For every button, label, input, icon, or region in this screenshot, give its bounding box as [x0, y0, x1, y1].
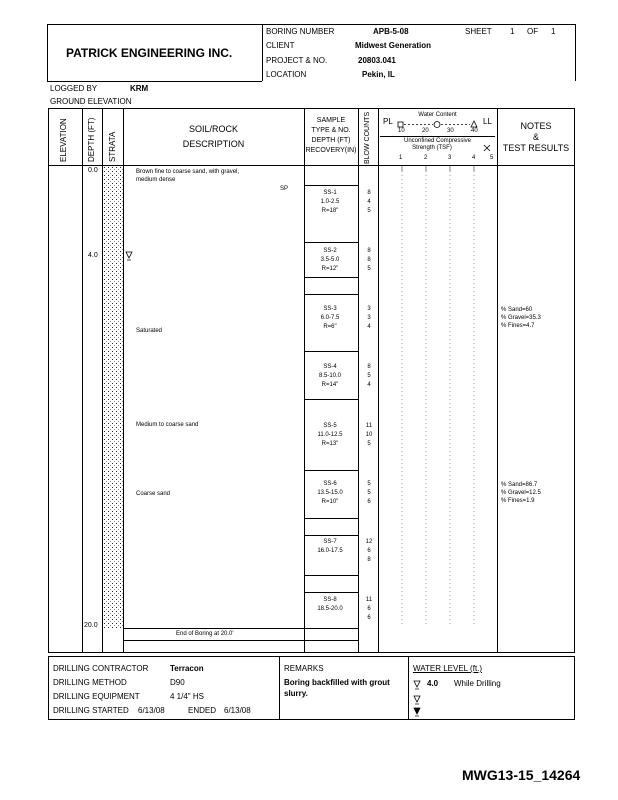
blows-ss7: 12 6 8 [365, 539, 373, 563]
drilling-contractor-value: Terracon [170, 664, 204, 673]
ground-elevation-label: GROUND ELEVATION [50, 97, 132, 106]
description-1: Brown fine to coarse sand, with gravel, [136, 169, 240, 175]
project-label: PROJECT & NO. [266, 56, 328, 65]
water-content-label: Water Content [418, 112, 457, 118]
sample-ss3: SS-3 6.0-7.5 R=6" [320, 306, 340, 330]
depth-top: 0.0 [88, 167, 98, 174]
wc-tick-30: 30 [447, 128, 454, 134]
drilling-equipment-label: DRILLING EQUIPMENT [53, 692, 140, 701]
notes-header-3: TEST RESULTS [502, 143, 570, 153]
strata-pattern [103, 166, 123, 628]
notes-header-2: & [532, 132, 539, 142]
description-end: End of Boring at 20.0' [176, 631, 234, 637]
company-name: PATRICK ENGINEERING INC. [66, 46, 233, 60]
client-label: CLIENT [266, 41, 295, 50]
uc-tick-4: 4 [472, 155, 476, 161]
water-level-icon [125, 251, 133, 261]
x-symbol-icon [483, 144, 491, 152]
location-label: LOCATION [266, 70, 307, 79]
sample-ss7: SS-7 16.0-17.5 [317, 539, 343, 554]
col-elevation: ELEVATION [59, 118, 68, 162]
water-level-depth: 4.0 [427, 679, 439, 688]
wc-tick-20: 20 [422, 128, 429, 134]
description-coarse: Coarse sand [136, 491, 171, 497]
water-level-note: While Drilling [454, 679, 501, 688]
logged-by-value: KRM [130, 84, 149, 93]
drilling-equipment-value: 4 1/4" HS [170, 692, 204, 701]
blows-ss5: 11 10 5 [365, 423, 373, 447]
col-soil-title: SOIL/ROCK [188, 124, 238, 134]
blows-ss1: 8 4 5 [367, 190, 371, 214]
sheet-label: SHEET [465, 27, 492, 36]
col-sample-1: SAMPLE [316, 117, 346, 124]
col-sample-4: RECOVERY(IN) [305, 147, 357, 154]
boring-number-label: BORING NUMBER [266, 27, 335, 36]
blows-ss4: 8 5 4 [367, 364, 371, 388]
boring-number: APB-5-08 [373, 27, 409, 36]
drilling-started-label: DRILLING STARTED [53, 706, 129, 715]
drilling-method-value: D90 [170, 678, 185, 687]
drilling-started-value: 6/13/08 [138, 706, 165, 715]
drilling-contractor-label: DRILLING CONTRACTOR [53, 664, 149, 673]
graph-grid [378, 165, 497, 653]
unconfined-label-2: Strength (TSF) [412, 145, 452, 151]
sample-ss6: SS-6 13.5-15.0 R=10" [317, 481, 343, 505]
uc-tick-3: 3 [448, 155, 452, 161]
ll-label: LL [483, 117, 492, 126]
pl-label: PL [383, 117, 393, 126]
drilling-method-label: DRILLING METHOD [53, 678, 127, 687]
water-level-label: WATER LEVEL (ft.) [413, 664, 483, 673]
depth-bottom: 20.0 [84, 622, 98, 629]
document-id: MWG13-15_14264 [462, 767, 581, 783]
blows-ss8: 11 6 6 [365, 597, 373, 621]
sheet-number: 1 [510, 27, 515, 36]
ended-value: 6/13/08 [224, 706, 251, 715]
location-value: Pekin, IL [362, 70, 395, 79]
remarks-line-1: Boring backfilled with grout [284, 678, 390, 687]
ended-label: ENDED [188, 706, 217, 715]
notes-ss3: % Sand=60 % Gravel=35.3 % Fines=4.7 [501, 307, 541, 329]
depth-water: 4.0 [88, 252, 98, 259]
soil-class-sp: SP [280, 186, 289, 192]
project-number: 20803.041 [358, 56, 396, 65]
uc-tick-5: 5 [490, 155, 494, 161]
sample-ss5: SS-5 11.0-12.5 R=13" [317, 423, 343, 447]
pl-ll-symbols [378, 114, 497, 136]
description-1b: medium dense [136, 177, 176, 183]
water-after-drilling-icon [413, 695, 421, 705]
col-depth: DEPTH (FT) [87, 117, 96, 162]
description-medium-coarse: Medium to coarse sand [136, 422, 199, 428]
sample-ss4: SS-4 8.5-10.0 R=14" [318, 364, 342, 388]
col-soil-description: DESCRIPTION [182, 139, 245, 149]
remarks-line-2: slurry. [284, 689, 308, 698]
of-label: OF [527, 27, 539, 36]
logged-by-label: LOGGED BY [50, 84, 98, 93]
wc-tick-10: 10 [398, 128, 405, 134]
blows-ss2: 8 8 5 [367, 248, 371, 272]
client-value: Midwest Generation [355, 41, 432, 50]
notes-header-1: NOTES [520, 121, 552, 131]
description-saturated: Saturated [136, 328, 163, 334]
sample-ss1: SS-1 1.0-2.5 R=18" [320, 190, 340, 214]
wc-tick-40: 40 [471, 128, 478, 134]
blows-ss3: 3 3 4 [367, 306, 371, 330]
remarks-label: REMARKS [284, 664, 324, 673]
uc-tick-2: 2 [424, 155, 428, 161]
col-sample-2: TYPE & NO. [311, 127, 351, 134]
blows-ss6: 5 5 6 [367, 481, 371, 505]
uc-tick-1: 1 [399, 155, 403, 161]
col-sample-3: DEPTH (FT) [311, 137, 351, 144]
unconfined-label-1: Unconfined Compressive [403, 138, 472, 144]
water-while-drilling-icon [413, 680, 421, 690]
header-frame [47, 24, 575, 25]
sample-ss2: SS-2 3.5-5.0 R=12" [320, 248, 340, 272]
notes-ss6: % Sand=86.7 % Gravel=12.5 % Fines=1.9 [501, 482, 541, 504]
col-strata: STRATA [108, 131, 117, 162]
water-stabilized-icon [413, 707, 421, 717]
sheet-total: 1 [551, 27, 556, 36]
sample-ss8: SS-8 18.5-20.0 [317, 597, 343, 612]
col-blow-counts: BLOW COUNTS [364, 111, 371, 164]
